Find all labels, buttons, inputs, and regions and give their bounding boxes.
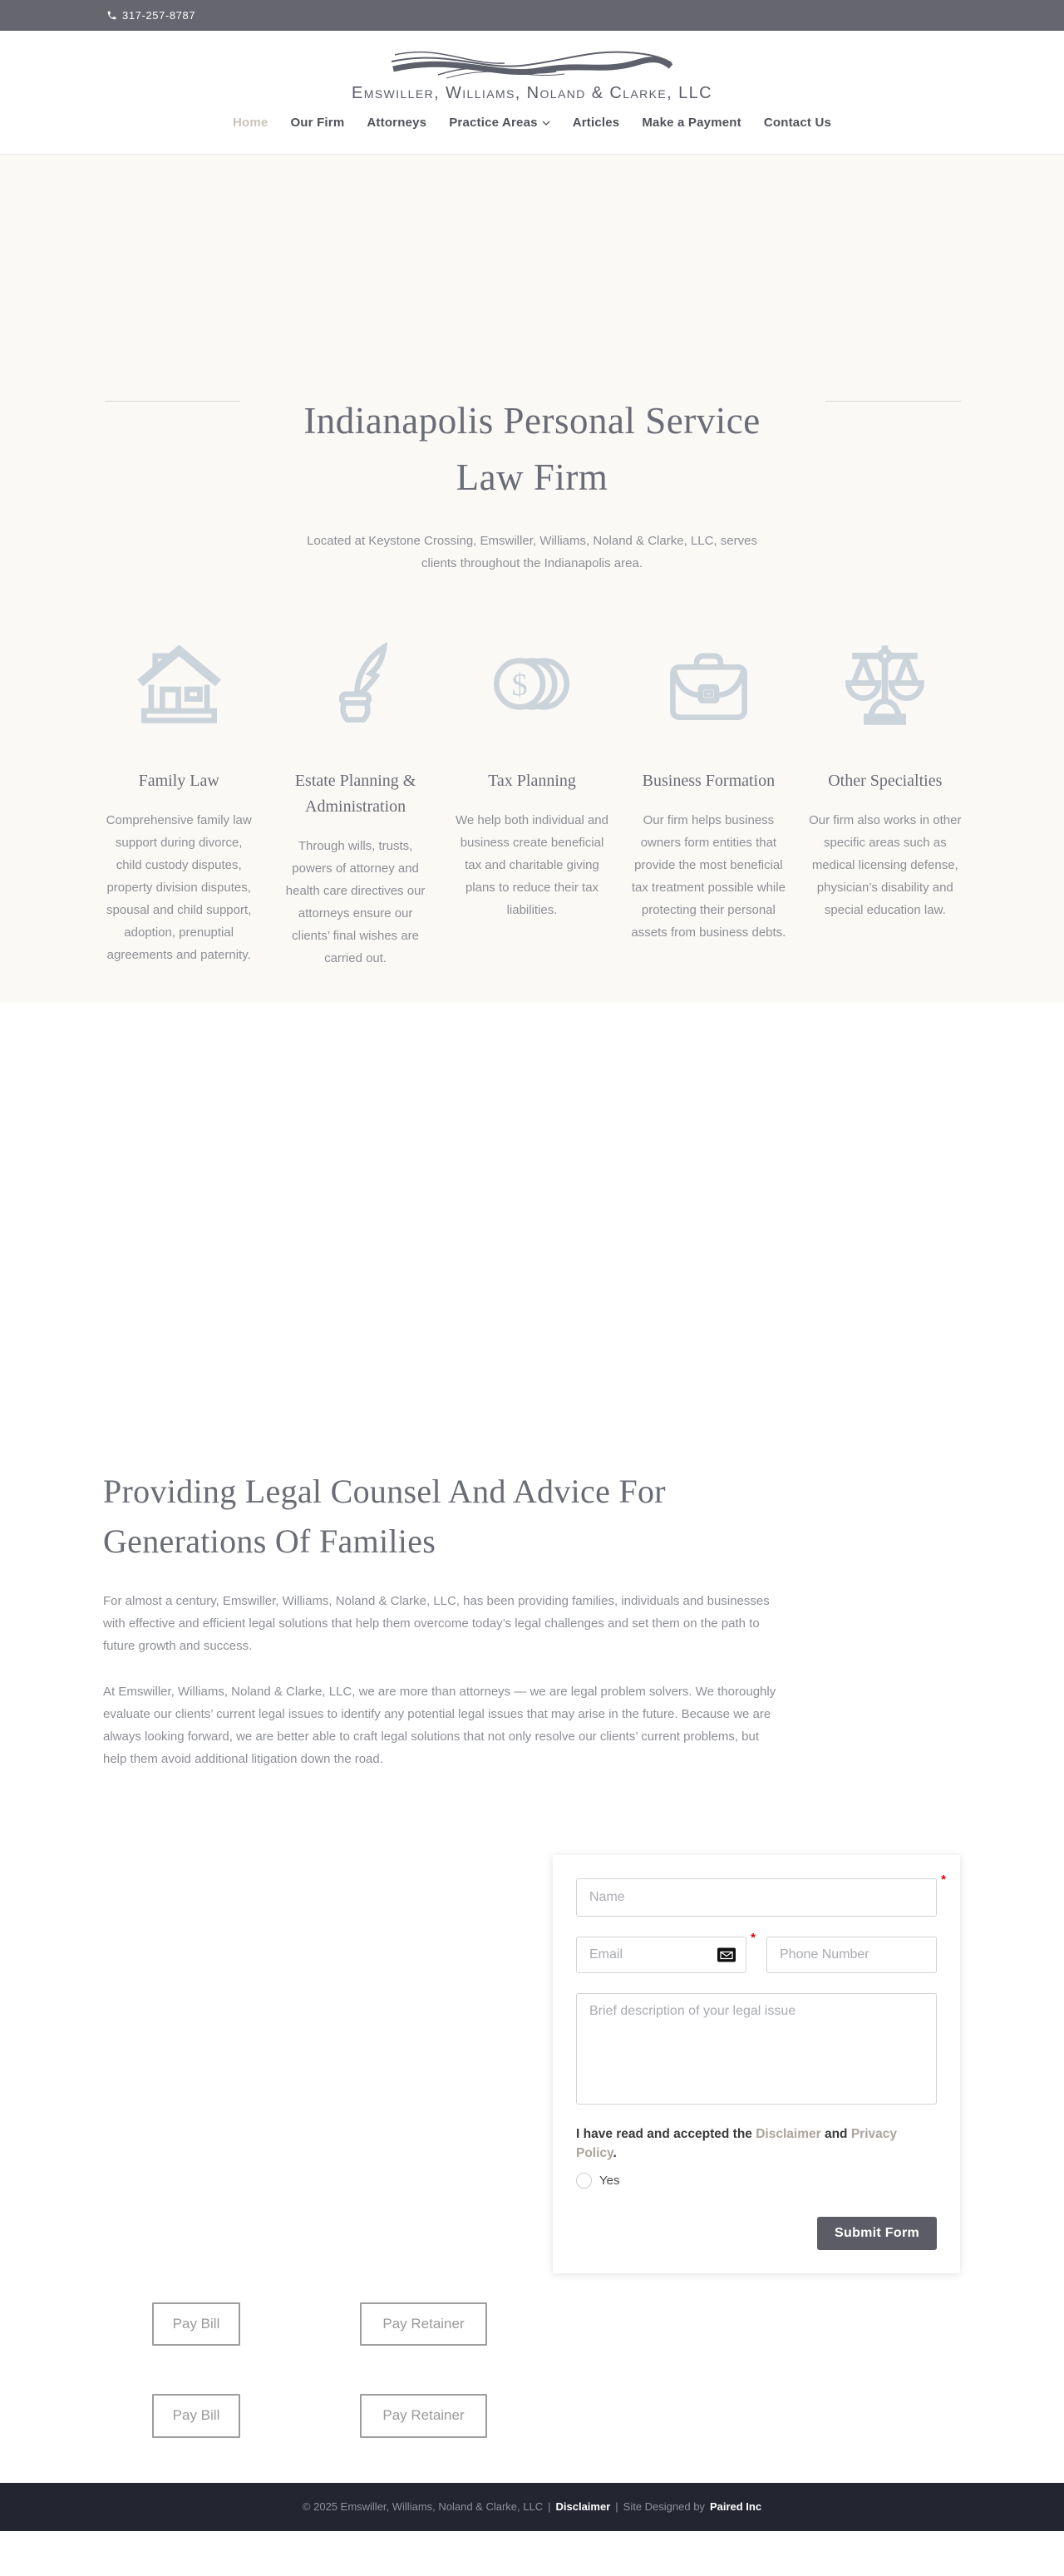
- service-description: Our firm helps business owners form entities that provide the most beneficial tax treatment possible while protecting their personal assets from business debts.: [631, 812, 786, 940]
- yes-radio-label: Yes: [599, 2174, 620, 2189]
- service-title: Family Law: [138, 771, 219, 790]
- about-section: [0, 1003, 1064, 2483]
- service-card-family-law: [101, 634, 256, 970]
- phone-link[interactable]: [106, 9, 195, 22]
- pay-bill-button-2[interactable]: Pay Bill: [152, 2394, 240, 2438]
- practice-areas-row: [101, 634, 963, 970]
- briefcase-icon: [661, 634, 756, 730]
- nav-item-make-a-payment[interactable]: Make a Payment: [642, 116, 741, 130]
- email-field-wrapper: [576, 1930, 756, 1973]
- service-card-business-formation: [631, 634, 786, 970]
- hero-subtitle: Located at Keystone Crossing, Emswiller, Williams, Noland & Clarke, LLC, serves clients throughout the Indianapolis area.: [307, 533, 757, 570]
- service-card-tax-planning: [455, 634, 609, 970]
- contact-form-card: [553, 1855, 960, 2274]
- service-description: Our firm also works in other specific areas such as medical licensing defense, physician’s disability and special education law.: [809, 812, 962, 917]
- service-card-estate-planning: [278, 634, 432, 970]
- about-paragraph-2: At Emswiller, Williams, Noland & Clarke, LLC, we are more than attorneys — we are legal problem solvers. We thoroughly evaluate our clients’ current legal issues to identify any potential legal issues that may arise in the future. Because we are always looking forward, we are better able to craft legal solutions that not only resolve our clients’ current problems, but help them avoid additional litigation down the road.: [103, 1684, 776, 1766]
- name-field-wrapper: [576, 1872, 946, 1917]
- service-description: Comprehensive family law support during divorce, child custody disputes, property division disputes, spousal and child support, adoption, prenuptial agreements and paternity.: [106, 812, 252, 962]
- logo-swoosh-icon: [388, 43, 675, 81]
- phone-input[interactable]: [766, 1937, 937, 1973]
- designed-by-text: Site Designed by: [623, 2500, 705, 2514]
- submit-form-button[interactable]: Submit Form: [817, 2217, 937, 2250]
- main-nav: [233, 116, 831, 130]
- top-bar: [0, 0, 1064, 31]
- site-footer: © 2025 Emswiller, Williams, Noland & Clarke, LLC | Disclaimer | Site Designed by Paired Inc: [0, 2483, 1064, 2531]
- service-title: Business Formation: [642, 771, 776, 790]
- page-title: Indianapolis Personal Service Law Firm: [303, 400, 761, 499]
- section-heading: Providing Legal Counsel And Advice For Generations Of Families: [103, 1472, 666, 1560]
- footer-disclaimer-link[interactable]: Disclaimer: [555, 2500, 611, 2514]
- privacy-policy-link[interactable]: Privacy Policy: [576, 2126, 898, 2161]
- service-title: Tax Planning: [488, 771, 576, 790]
- hero-section: [0, 155, 1064, 1003]
- pay-bill-button-1[interactable]: Pay Bill: [152, 2302, 240, 2346]
- phone-icon: [106, 10, 117, 21]
- about-paragraph-1: For almost a century, Emswiller, Williams, Noland & Clarke, LLC, has been providing families, individuals and businesses with effective and efficient legal solutions that help them overcome today’s legal challenges and set them on the path to future growth and success.: [103, 1593, 770, 1653]
- phone-field-wrapper: [766, 1937, 937, 1973]
- contact-and-payments: [103, 1770, 961, 2483]
- pay-retainer-button-1[interactable]: Pay Retainer: [360, 2302, 487, 2346]
- service-description: We help both individual and business create beneficial tax and charitable giving plans to reduce their tax liabilities.: [455, 812, 608, 917]
- nav-item-attorneys[interactable]: Attorneys: [367, 116, 427, 130]
- house-icon: [131, 634, 227, 730]
- nav-item-practice-areas[interactable]: Practice Areas: [449, 116, 549, 130]
- service-card-other-specialties: [808, 634, 963, 970]
- coins-icon: [484, 634, 579, 730]
- message-field-wrapper: [576, 1993, 937, 2105]
- designer-link[interactable]: Paired Inc: [709, 2500, 762, 2514]
- svg-text:$: $: [512, 667, 529, 703]
- required-asterisk: *: [751, 1930, 756, 1945]
- site-header: [0, 31, 1064, 155]
- nav-item-home[interactable]: Home: [232, 116, 268, 130]
- decorative-line-left: [105, 401, 240, 402]
- name-input[interactable]: [576, 1878, 937, 1917]
- envelope-icon: [717, 1947, 736, 1962]
- scales-icon: [837, 634, 933, 730]
- quill-icon: [308, 634, 403, 730]
- disclaimer-link[interactable]: Disclaimer: [756, 2126, 821, 2141]
- chevron-down-icon: [542, 121, 550, 126]
- consent-radio-row: [576, 2173, 937, 2189]
- logo[interactable]: [352, 43, 712, 103]
- yes-radio[interactable]: [576, 2173, 592, 2189]
- service-description: Through wills, trusts, powers of attorney and health care directives our attorneys ensure our clients’ final wishes are carried out.: [285, 838, 426, 965]
- copyright-text: © 2025 Emswiller, Williams, Noland & Clarke, LLC: [302, 2500, 544, 2514]
- required-asterisk: *: [941, 1872, 946, 1887]
- firm-name: Emswiller, Williams, Noland & Clarke, LLC: [352, 84, 712, 102]
- pay-retainer-button-2[interactable]: Pay Retainer: [360, 2394, 487, 2438]
- nav-item-articles[interactable]: Articles: [572, 116, 620, 130]
- service-title: Other Specialties: [828, 771, 943, 790]
- nav-item-our-firm[interactable]: Our Firm: [290, 116, 345, 130]
- phone-number: 317-257-8787: [122, 9, 196, 22]
- consent-statement: I have read and accepted the Disclaimer and Privacy Policy.: [576, 2126, 898, 2161]
- decorative-line-right: [825, 401, 961, 402]
- service-title: Estate Planning & Administration: [294, 771, 416, 816]
- nav-item-contact-us[interactable]: Contact Us: [763, 116, 832, 130]
- message-textarea[interactable]: [576, 1993, 937, 2105]
